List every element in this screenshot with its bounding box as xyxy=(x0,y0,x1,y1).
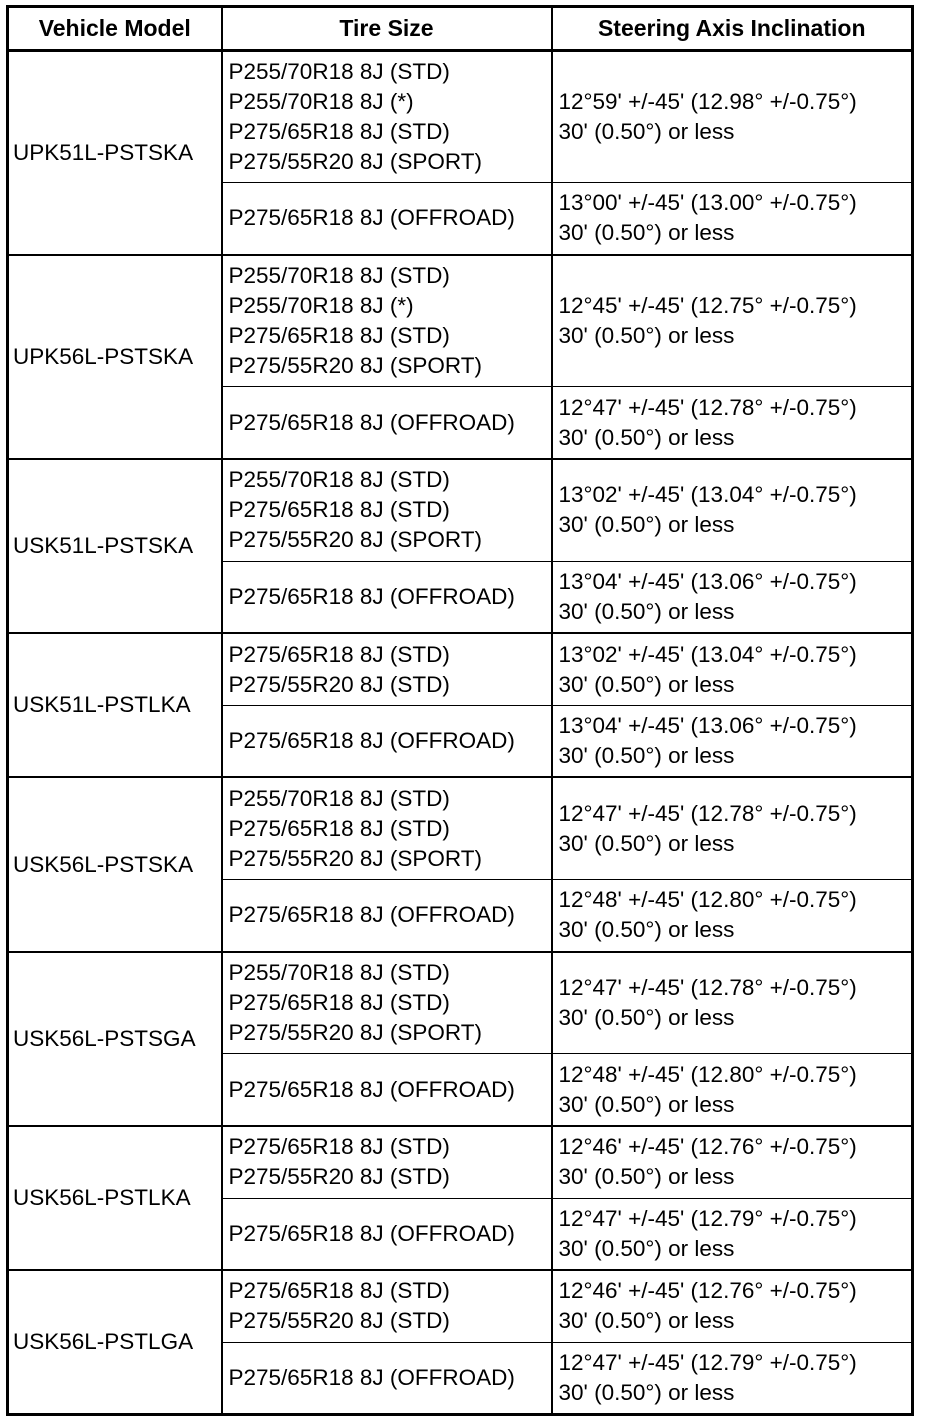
tire-size-line: P255/70R18 8J (STD) xyxy=(228,59,450,85)
sai-value-line: 12°47' +/-45' (12.78° +/-0.75°) xyxy=(558,800,857,826)
tire-size-cell xyxy=(222,705,552,777)
sai-value-line: 12°47' +/-45' (12.78° +/-0.75°) xyxy=(558,394,857,420)
sai-value-line: 12°47' +/-45' (12.79° +/-0.75°) xyxy=(558,1349,857,1375)
sai-tolerance-line: 30' (0.50°) or less xyxy=(558,424,735,450)
sai-tolerance-line: 30' (0.50°) or less xyxy=(558,512,735,538)
tire-size-cell xyxy=(222,51,552,183)
sai-value-line: 12°46' +/-45' (12.76° +/-0.75°) xyxy=(558,1278,857,1304)
tire-size-cell xyxy=(222,387,552,459)
tire-size-line: P275/65R18 8J (STD) xyxy=(228,815,450,841)
sai-value-line: 12°47' +/-45' (12.79° +/-0.75°) xyxy=(558,1205,857,1231)
sai-value-line: 13°02' +/-45' (13.04° +/-0.75°) xyxy=(558,482,857,508)
sai-value-line: 12°47' +/-45' (12.78° +/-0.75°) xyxy=(558,975,857,1001)
tire-size-line: P275/65R18 8J (STD) xyxy=(228,497,450,523)
table-row xyxy=(8,51,913,183)
steering-axis-inclination-cell xyxy=(552,255,913,387)
sai-value-line: 12°48' +/-45' (12.80° +/-0.75°) xyxy=(558,887,857,913)
table-row xyxy=(8,1270,913,1342)
tire-size-line: P275/65R18 8J (OFFROAD) xyxy=(228,728,515,754)
sai-value-line: 12°59' +/-45' (12.98° +/-0.75°) xyxy=(558,89,857,115)
steering-axis-inclination-cell xyxy=(552,561,913,633)
steering-axis-inclination-cell xyxy=(552,880,913,952)
vehicle-model-cell: USK51L-PSTLKA xyxy=(8,633,222,777)
sai-tolerance-line: 30' (0.50°) or less xyxy=(558,323,735,349)
tire-size-cell xyxy=(222,1270,552,1342)
sai-value-line: 13°02' +/-45' (13.04° +/-0.75°) xyxy=(558,641,857,667)
steering-axis-inclination-cell xyxy=(552,183,913,255)
tire-size-cell xyxy=(222,1342,552,1414)
steering-axis-inclination-cell xyxy=(552,1198,913,1270)
steering-axis-inclination-cell xyxy=(552,387,913,459)
tire-size-line: P275/55R20 8J (SPORT) xyxy=(228,149,482,175)
vehicle-model-cell: UPK56L-PSTSKA xyxy=(8,255,222,459)
steering-axis-inclination-cell xyxy=(552,633,913,705)
tire-size-line: P275/65R18 8J (STD) xyxy=(228,1134,450,1160)
sai-value-line: 12°46' +/-45' (12.76° +/-0.75°) xyxy=(558,1134,857,1160)
vehicle-model-cell: USK56L-PSTLKA xyxy=(8,1126,222,1270)
tire-size-line: P275/65R18 8J (STD) xyxy=(228,641,450,667)
table-row xyxy=(8,459,913,561)
tire-size-cell xyxy=(222,1054,552,1126)
steering-axis-inclination-cell xyxy=(552,1054,913,1126)
tire-size-cell xyxy=(222,255,552,387)
table-row xyxy=(8,633,913,705)
sai-tolerance-line: 30' (0.50°) or less xyxy=(558,830,735,856)
tire-size-line: P275/55R20 8J (SPORT) xyxy=(228,527,482,553)
table-row xyxy=(8,777,913,879)
tire-size-line: P275/65R18 8J (STD) xyxy=(228,323,450,349)
sai-tolerance-line: 30' (0.50°) or less xyxy=(558,917,735,943)
vehicle-model-cell: UPK51L-PSTSKA xyxy=(8,51,222,255)
sai-tolerance-line: 30' (0.50°) or less xyxy=(558,1308,735,1334)
tire-size-cell xyxy=(222,633,552,705)
sai-tolerance-line: 30' (0.50°) or less xyxy=(558,671,735,697)
tire-size-cell xyxy=(222,183,552,255)
header-vehicle-model: Vehicle Model xyxy=(8,7,222,51)
spec-table xyxy=(6,5,914,1416)
tire-size-line: P275/55R20 8J (STD) xyxy=(228,1308,450,1334)
sai-tolerance-line: 30' (0.50°) or less xyxy=(558,1235,735,1261)
tire-size-line: P275/55R20 8J (STD) xyxy=(228,671,450,697)
header-row xyxy=(8,7,913,51)
steering-axis-inclination-cell xyxy=(552,777,913,879)
steering-axis-inclination-cell xyxy=(552,705,913,777)
tire-size-line: P275/55R20 8J (SPORT) xyxy=(228,845,482,871)
tire-size-line: P275/65R18 8J (STD) xyxy=(228,990,450,1016)
tire-size-line: P275/65R18 8J (OFFROAD) xyxy=(228,205,515,231)
sai-tolerance-line: 30' (0.50°) or less xyxy=(558,119,735,145)
sai-value-line: 13°04' +/-45' (13.06° +/-0.75°) xyxy=(558,569,857,594)
sai-tolerance-line: 30' (0.50°) or less xyxy=(558,1379,735,1405)
tire-size-cell xyxy=(222,1198,552,1270)
tire-size-line: P255/70R18 8J (*) xyxy=(228,89,414,115)
vehicle-model-cell: USK56L-PSTSKA xyxy=(8,777,222,951)
table-row xyxy=(8,255,913,387)
sai-tolerance-line: 30' (0.50°) or less xyxy=(558,1164,735,1190)
tire-size-line: P275/55R20 8J (SPORT) xyxy=(228,353,482,379)
table-row xyxy=(8,952,913,1054)
table-body xyxy=(8,51,913,1415)
vehicle-model-cell: USK56L-PSTSGA xyxy=(8,952,222,1126)
tire-size-cell xyxy=(222,880,552,952)
tire-size-line: P275/55R20 8J (SPORT) xyxy=(228,1020,482,1046)
tire-size-line: P275/65R18 8J (STD) xyxy=(228,119,450,145)
steering-axis-inclination-cell xyxy=(552,51,913,183)
steering-axis-inclination-cell xyxy=(552,952,913,1054)
steering-axis-inclination-cell xyxy=(552,459,913,561)
tire-size-cell xyxy=(222,777,552,879)
sai-value-line: 12°45' +/-45' (12.75° +/-0.75°) xyxy=(558,293,857,319)
sai-tolerance-line: 30' (0.50°) or less xyxy=(558,220,735,246)
sai-tolerance-line: 30' (0.50°) or less xyxy=(558,1091,735,1117)
steering-axis-inclination-cell xyxy=(552,1342,913,1414)
vehicle-model-cell: USK56L-PSTLGA xyxy=(8,1270,222,1414)
tire-size-line: P275/65R18 8J (STD) xyxy=(228,1278,450,1304)
sai-value-line: 13°04' +/-45' (13.06° +/-0.75°) xyxy=(558,713,857,739)
sai-value-line: 13°00' +/-45' (13.00° +/-0.75°) xyxy=(558,190,857,216)
tire-size-line: P275/65R18 8J (OFFROAD) xyxy=(228,409,515,435)
tire-size-cell xyxy=(222,561,552,633)
tire-size-line: P275/65R18 8J (OFFROAD) xyxy=(228,902,515,928)
steering-axis-inclination-cell xyxy=(552,1270,913,1342)
header-steering-axis-inclination: Steering Axis Inclination xyxy=(552,7,913,51)
tire-size-line: P255/70R18 8J (*) xyxy=(228,293,414,319)
sai-value-line: 12°48' +/-45' (12.80° +/-0.75°) xyxy=(558,1061,857,1087)
sai-tolerance-line: 30' (0.50°) or less xyxy=(558,1005,735,1031)
tire-size-line: P275/65R18 8J (OFFROAD) xyxy=(228,1364,515,1390)
header-tire-size: Tire Size xyxy=(222,7,552,51)
tire-size-line: P275/65R18 8J (OFFROAD) xyxy=(228,1076,515,1102)
tire-size-line: P275/55R20 8J (STD) xyxy=(228,1164,450,1190)
tire-size-line: P255/70R18 8J (STD) xyxy=(228,263,450,289)
table-row xyxy=(8,1126,913,1198)
vehicle-model-cell: USK51L-PSTSKA xyxy=(8,459,222,633)
tire-size-cell xyxy=(222,952,552,1054)
sai-tolerance-line: 30' (0.50°) or less xyxy=(558,743,735,769)
tire-size-cell xyxy=(222,459,552,561)
tire-size-line: P275/65R18 8J (OFFROAD) xyxy=(228,1220,515,1246)
sai-tolerance-line: 30' (0.50°) or less xyxy=(558,599,735,624)
tire-size-line: P255/70R18 8J (STD) xyxy=(228,467,450,493)
steering-axis-inclination-cell xyxy=(552,1126,913,1198)
tire-size-line: P255/70R18 8J (STD) xyxy=(228,785,450,811)
tire-size-cell xyxy=(222,1126,552,1198)
tire-size-line: P255/70R18 8J (STD) xyxy=(228,960,450,986)
tire-size-line: P275/65R18 8J (OFFROAD) xyxy=(228,584,515,609)
